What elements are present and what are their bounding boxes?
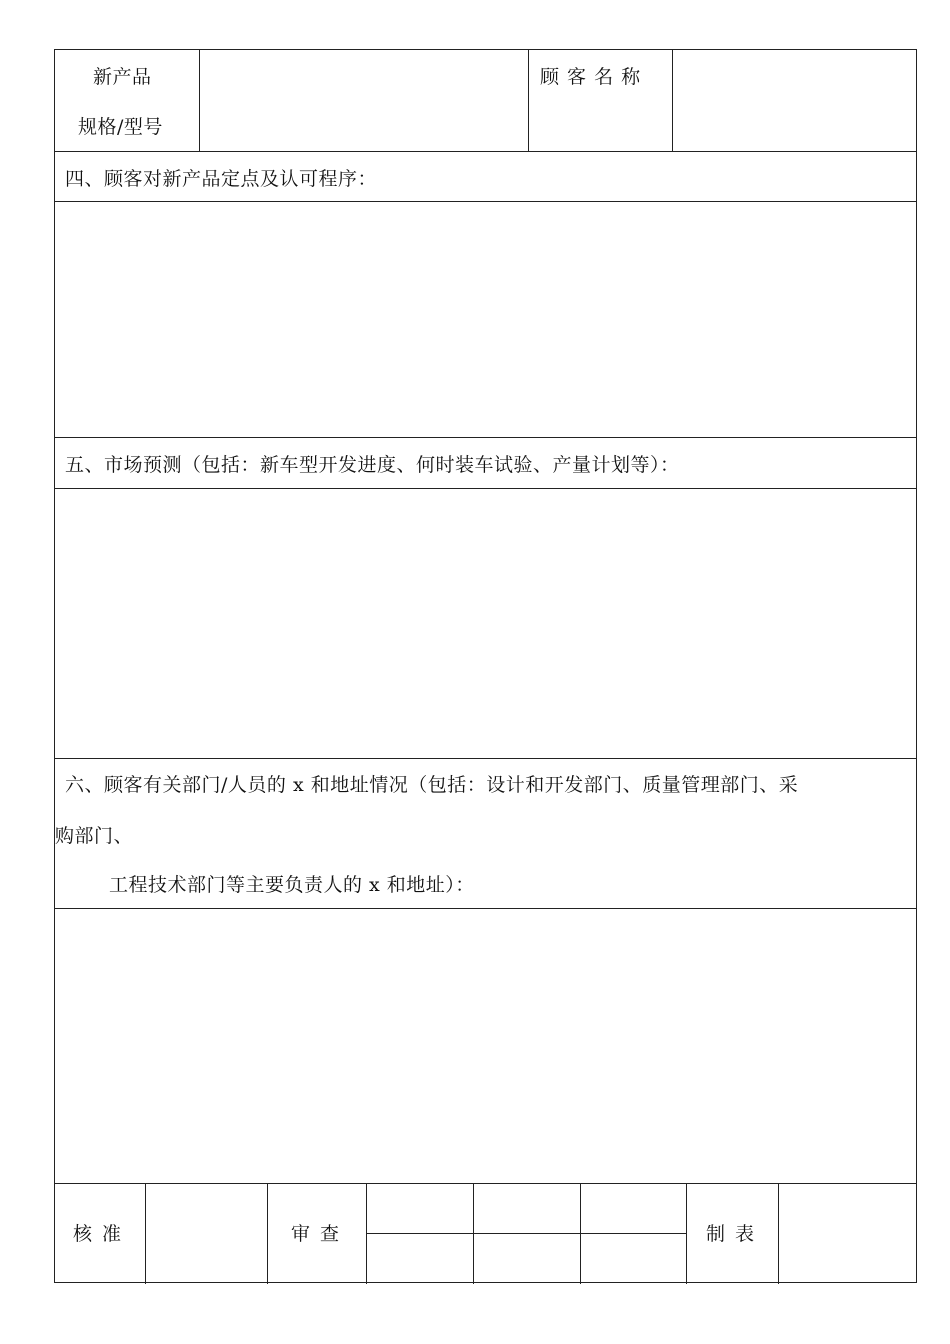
prepare-label: 制 表 <box>706 1223 757 1245</box>
review-signature-field[interactable] <box>582 1184 685 1232</box>
divider <box>199 50 200 151</box>
divider <box>267 1183 268 1284</box>
review-signature-field[interactable] <box>368 1184 472 1232</box>
section5-content-area[interactable] <box>55 489 916 758</box>
review-label: 审 查 <box>291 1223 342 1245</box>
section4-content-area[interactable] <box>55 202 916 437</box>
product-label-line2: 规格/型号 <box>78 116 163 138</box>
section6-title-line2: 购部门、 <box>55 825 134 847</box>
divider <box>778 1183 779 1284</box>
approve-signature-field[interactable] <box>147 1184 266 1283</box>
customer-name-label: 顾 客 名 称 <box>540 66 642 88</box>
prepare-signature-field[interactable] <box>780 1184 916 1283</box>
divider <box>55 758 916 759</box>
divider <box>55 151 916 152</box>
section5-title: 五、市场预测（包括：新车型开发进度、何时装车试验、产量计划等）： <box>65 454 680 476</box>
divider <box>672 50 673 151</box>
section6-title-line3: 工程技术部门等主要负责人的 x 和地址）： <box>109 874 475 896</box>
review-date-field[interactable] <box>368 1235 472 1283</box>
customer-name-field[interactable] <box>674 50 916 150</box>
review-date-field[interactable] <box>582 1235 685 1283</box>
section6-title-line1: 六、顾客有关部门/人员的 x 和地址情况（包括：设计和开发部门、质量管理部门、采 <box>65 774 799 796</box>
divider <box>145 1183 146 1284</box>
product-model-field[interactable] <box>201 50 527 150</box>
review-date-field[interactable] <box>475 1235 579 1283</box>
divider <box>55 437 916 438</box>
divider <box>528 50 529 151</box>
section6-content-area[interactable] <box>55 909 916 1182</box>
divider <box>366 1233 686 1234</box>
approve-label: 核 准 <box>73 1223 124 1245</box>
divider <box>686 1183 687 1284</box>
review-signature-field[interactable] <box>475 1184 579 1232</box>
product-label-line1: 新产品 <box>93 66 152 88</box>
section4-title: 四、顾客对新产品定点及认可程序： <box>65 168 378 190</box>
customer-info-form <box>54 49 917 1283</box>
